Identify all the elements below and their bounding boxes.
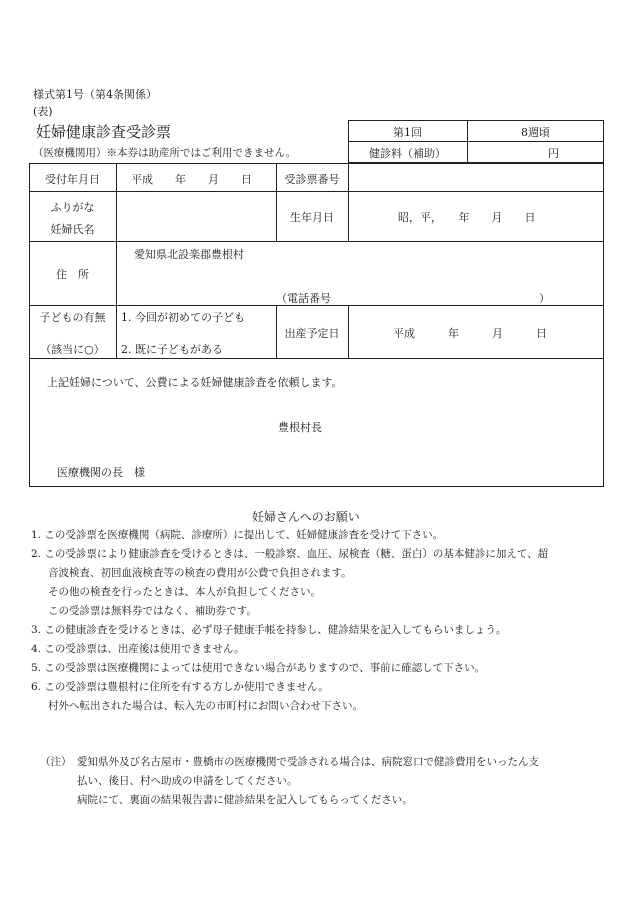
notice-item: 5. この受診票は医療機関によっては使用できない場合がありますので、事前に確認して下さい。 [31,662,486,674]
phone-close: ） [539,292,550,305]
remark-line: 病院にて、裏面の結果報告書に健診結果を記入してもらってください。 [77,794,413,806]
notice-item: 1. この受診票を医療機関（病院、診療所）に提出して、妊婦健康診査を受けて下さい。 [31,529,444,541]
notice-item: 音波検査、初回血液検査等の検査の費用が公費で負担されます。 [48,567,352,579]
children-option-first[interactable]: 1. 今回が初めての子ども [121,311,245,324]
birth-date-label: 生年月日 [290,211,334,224]
voucher-number-field[interactable] [349,164,603,190]
children-option-existing[interactable]: 2. 既に子どもがある [121,343,223,356]
notice-item: 村外へ転出された場合は、転入先の市町村にお問い合わせ下さい。 [48,700,363,712]
address-field[interactable]: 愛知県北設楽郡豊根村 [134,248,244,261]
children-label: 子どもの有無 [39,311,106,324]
remark-line: 愛知県外及び名古屋市・豊橋市の医療機関で受診される場合は、病院窓口で健診費用をいったん支 [77,756,539,768]
form-number: 様式第1号（第4条関係） [33,88,157,101]
notice-item: 2. この受診票により健康診査を受けるときは、一般診察、血圧、尿検査（糖、蛋白）の基本健診に加えて、超 [31,548,549,560]
notice-title: 妊婦さんへのお願い [252,510,360,524]
notice-item: この受診票は無料券ではなく、補助券です。 [48,605,257,617]
page-title: 妊婦健康診査受診票 [36,123,172,141]
remark-line: 払い、後日、村へ助成の申請をしてください。 [77,775,298,787]
notice-item: 4. この受診票は、出産後は使用できません。 [31,643,245,655]
row-line [29,358,604,359]
info-box-divider-h [348,141,604,142]
notice-item: 3. この健康診査を受けるときは、必ず母子健康手帳を持参し、健診結果を記入してもらいましょう。 [31,624,507,636]
name-label: 妊婦氏名 [50,223,95,236]
name-field[interactable] [117,192,275,240]
children-instruction: （該当に○） [40,343,105,356]
remark-label: （注） [40,756,72,768]
reception-date-label: 受付年月日 [45,173,100,186]
visit-number: 第1回 [393,126,422,139]
address-label: 住 所 [56,268,89,281]
birth-date-field[interactable]: 昭，平， 年 月 日 [398,211,536,224]
mayor-signature: 豊根村長 [278,421,322,434]
reception-date-field[interactable]: 平成 年 月 日 [131,173,252,186]
notice-item: その他の検査を行ったときは、本人が負担してください。 [48,586,321,598]
voucher-number-label: 受診票番号 [284,173,340,186]
side-label: (表) [33,105,53,118]
due-date-field[interactable]: 平成 年 月 日 [393,327,547,340]
notice-item: 6. この受診票は豊根村に住所を有する方しか使用できません。 [31,681,329,693]
due-date-label: 出産予定日 [284,327,340,340]
facility-note: （医療機関用）※本券は助産所ではご利用できません。 [33,147,297,159]
col-line [348,305,349,358]
visit-weeks: 8週頃 [521,126,550,139]
request-text: 上記妊婦について、公費による妊婦健康診査を依頼します。 [47,376,343,389]
furigana-label: ふりがな [50,201,95,214]
phone-label: （電話番号 [276,292,331,305]
addressee: 医療機関の長 様 [57,466,145,479]
fee-unit: 円 [548,147,559,160]
fee-label: 健診料（補助） [369,147,446,160]
